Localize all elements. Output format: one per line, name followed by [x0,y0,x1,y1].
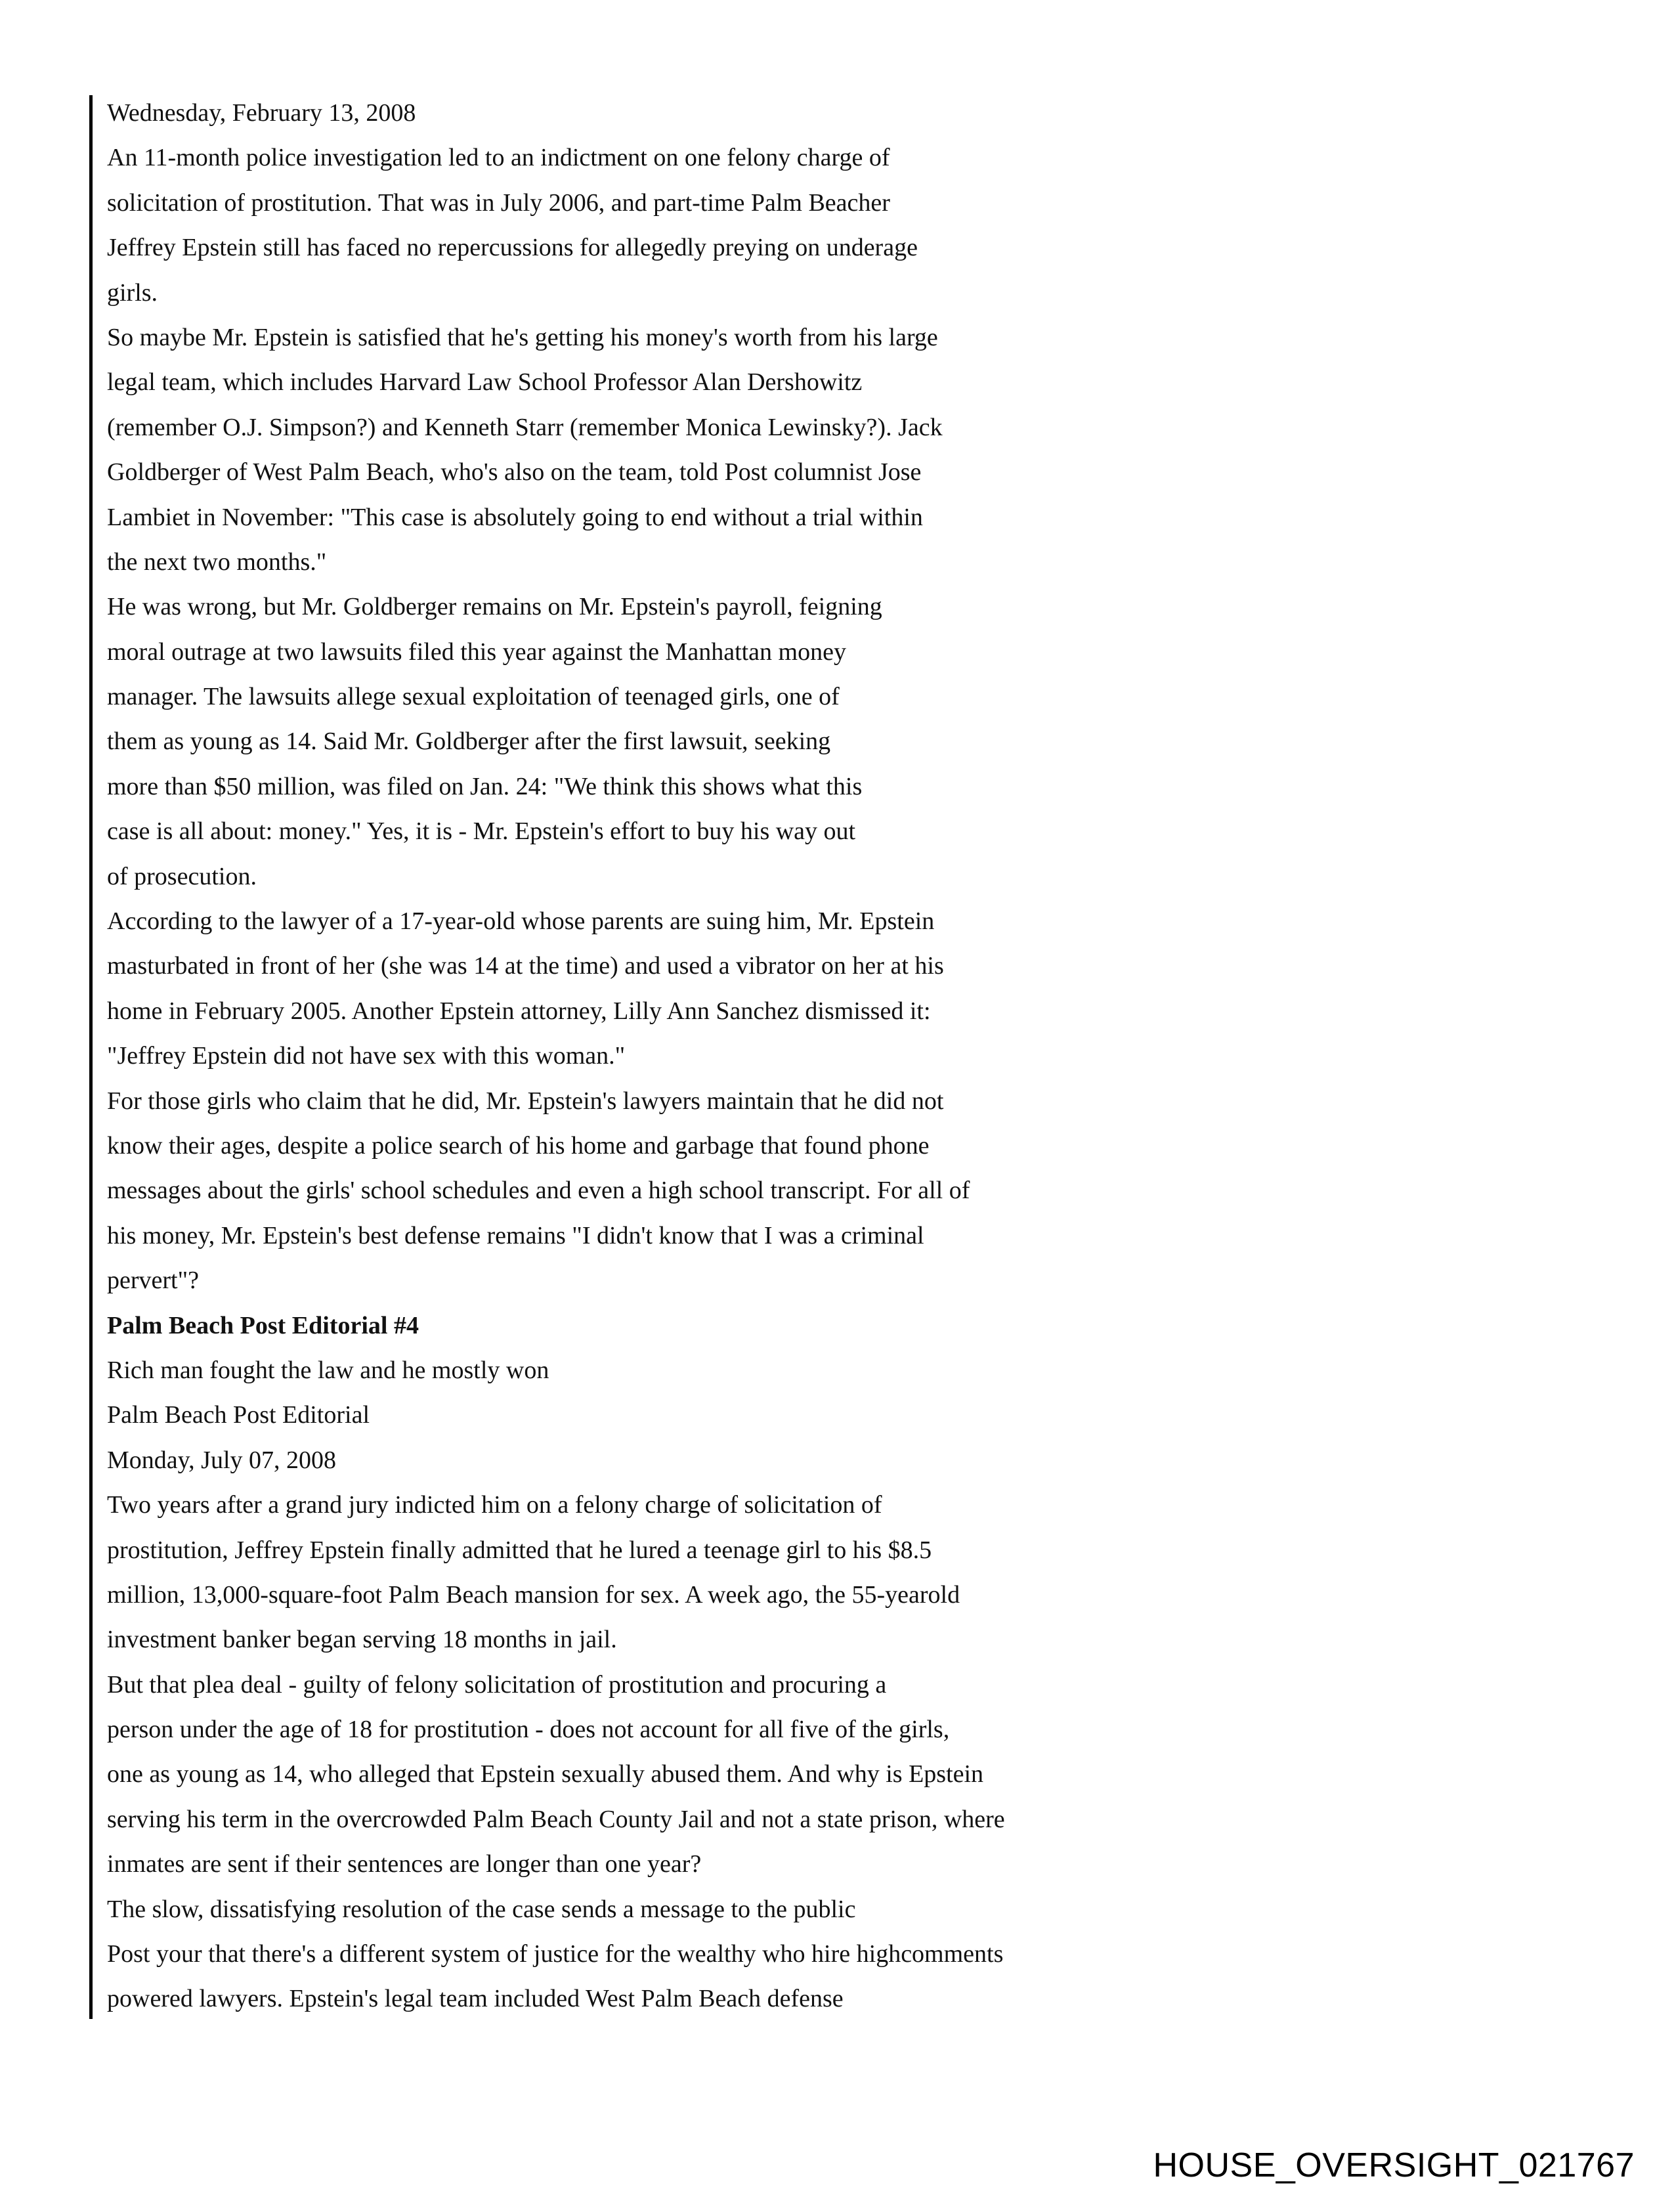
document-body [107,91,1131,2022]
text-line: powered lawyers. Epstein's legal team included West Palm Beach defense [107,1985,844,2013]
text-line: of prosecution. [107,862,257,890]
text-line: masturbated in front of her (she was 14 at the time) and used a vibrator on her at his [107,952,944,980]
text-line: Two years after a grand jury indicted him on a felony charge of solicitation of [107,1491,882,1519]
section-heading: Palm Beach Post Editorial #4 [107,1311,419,1339]
text-line: inmates are sent if their sentences are longer than one year? [107,1850,702,1878]
text-line: Wednesday, February 13, 2008 [107,99,416,127]
text-line: know their ages, despite a police search of his home and garbage that found phone [107,1131,930,1160]
text-line: He was wrong, but Mr. Goldberger remains on Mr. Epstein's payroll, feigning [107,593,882,621]
text-line: Palm Beach Post Editorial [107,1401,370,1429]
text-line: But that plea deal - guilty of felony solicitation of prostitution and procuring a [107,1670,887,1699]
text-line: An 11-month police investigation led to an indictment on one felony charge of [107,144,890,172]
text-line: more than $50 million, was filed on Jan. 24: "We think this shows what this [107,772,863,800]
text-line: For those girls who claim that he did, Mr. Epstein's lawyers maintain that he did not [107,1087,944,1115]
text-line: case is all about: money." Yes, it is - Mr. Epstein's effort to buy his way out [107,817,856,846]
text-line: solicitation of prostitution. That was in July 2006, and part-time Palm Beacher [107,188,890,217]
text-line: Goldberger of West Palm Beach, who's also on the team, told Post columnist Jose [107,458,922,487]
text-line: prostitution, Jeffrey Epstein finally admitted that he lured a teenage girl to his $8.5 [107,1536,932,1564]
text-line: serving his term in the overcrowded Palm Beach County Jail and not a state prison, where [107,1805,1005,1833]
text-line: person under the age of 18 for prostitution - does not account for all five of the girls, [107,1716,950,1744]
text-line: Post your that there's a different system of justice for the wealthy who hire highcomments [107,1940,1004,1968]
text-line: the next two months." [107,548,327,576]
text-line: investment banker began serving 18 months in jail. [107,1626,617,1654]
text-line: million, 13,000-square-foot Palm Beach mansion for sex. A week ago, the 55-yearold [107,1580,960,1609]
text-line: manager. The lawsuits allege sexual exploitation of teenaged girls, one of [107,683,840,711]
text-line: Rich man fought the law and he mostly won [107,1356,549,1384]
text-line: moral outrage at two lawsuits filed this year against the Manhattan money [107,638,846,666]
bates-stamp: HOUSE_OVERSIGHT_021767 [1153,2146,1635,2184]
revision-change-bar [89,95,93,2019]
text-line: pervert"? [107,1267,199,1295]
text-line: The slow, dissatisfying resolution of the case sends a message to the public [107,1895,856,1923]
text-line: home in February 2005. Another Epstein attorney, Lilly Ann Sanchez dismissed it: [107,997,931,1025]
text-line: them as young as 14. Said Mr. Goldberger after the first lawsuit, seeking [107,727,831,756]
text-line: Monday, July 07, 2008 [107,1446,337,1474]
text-line: messages about the girls' school schedules and even a high school transcript. For all of [107,1177,970,1205]
text-line: Jeffrey Epstein still has faced no repercussions for allegedly preying on underage [107,234,918,262]
text-line: his money, Mr. Epstein's best defense remains "I didn't know that I was a criminal [107,1221,924,1249]
text-line: legal team, which includes Harvard Law School Professor Alan Dershowitz [107,368,863,397]
text-line: "Jeffrey Epstein did not have sex with this woman." [107,1042,626,1070]
text-line: Lambiet in November: "This case is absolutely going to end without a trial within [107,503,923,531]
text-line: (remember O.J. Simpson?) and Kenneth Starr (remember Monica Lewinsky?). Jack [107,413,943,441]
text-line: one as young as 14, who alleged that Epstein sexually abused them. And why is Epstein [107,1760,984,1789]
text-line: girls. [107,278,158,307]
text-line: So maybe Mr. Epstein is satisfied that he's getting his money's worth from his large [107,323,938,351]
text-line: According to the lawyer of a 17-year-old whose parents are suing him, Mr. Epstein [107,907,935,936]
